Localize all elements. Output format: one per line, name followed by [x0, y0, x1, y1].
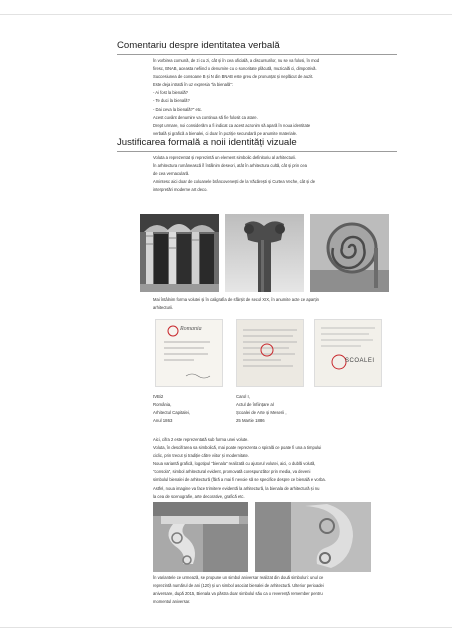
- section1-heading: Comentariu despre identitatea verbală: [117, 40, 280, 51]
- caption-line: Anul 1863: [153, 418, 173, 423]
- text-line: În arhitectura românească îl întâlnim deseori, atât în arhitectura cultă, cât și prin cea: [153, 163, 307, 169]
- section2-mid: [153, 296, 381, 312]
- text-line: Drept urmare, noi considerăm a fi indicat ca acest acronim să apară în noua identitate: [153, 122, 311, 128]
- text-line: interpretări moderne art deco.: [153, 187, 208, 193]
- text-line: de cea vernaculară.: [153, 171, 190, 177]
- caption-line: 25 Martie 1886: [236, 418, 265, 423]
- caption-right: [236, 393, 287, 425]
- text-line: Succesiunea de consoane B și N din BNAB este greu de pronunțat și neplăcut de auzit.: [153, 74, 314, 80]
- text-line: simbolul bienalei de arhitectură (fără a mai fi nevoie să se specifice despre ce bienală e vorba.: [153, 477, 326, 483]
- section2-intro: [153, 154, 381, 194]
- text-line: "consola", simbol arhitectural evident, promovată corespunzător prin media, va deveni: [153, 469, 311, 475]
- text-line: În variantele ce urmează, se propune un simbol aniversar realizat din două simboluri: unul ce: [153, 575, 324, 580]
- text-line: la cea de scenografie, arte decorative, grafică etc.: [153, 493, 245, 499]
- photo-volute-spiral: [310, 214, 389, 292]
- text-line: - Ai fost la bienală?: [153, 90, 188, 96]
- section2-heading: Justificarea formală a noii identități vizuale: [117, 137, 297, 148]
- caption-line: Actul de înființare al: [236, 402, 274, 407]
- text-line: - Te duci la bienală?: [153, 98, 190, 104]
- text-line: Noua variantă grafică, logotipul "bienala" realizată cu ajutorul volutei, aici, o dublă volută,: [153, 461, 316, 467]
- doc-stamp-text: SCOALEI: [345, 358, 375, 364]
- caption-line: Arhitectul Capitalei,: [153, 410, 191, 415]
- text-line: momentul aniversar.: [153, 599, 191, 605]
- section2-bottom: [153, 574, 381, 606]
- section2-after: [153, 436, 381, 501]
- text-line: Este deja intrată în uz expresia "la bienală":: [153, 82, 233, 88]
- text-line: verbală și grafică a bienalei, ci doar în poziție secundară pe anumite materiale.: [153, 130, 298, 136]
- section1-text: [153, 57, 381, 138]
- text-line: aniversare, după 2015, Bienala va păstra doar simbolul său ca o reverență remember pentru: [153, 591, 323, 597]
- photo-brancovenesc-arches: [140, 214, 219, 292]
- text-line: Voluta a reprezentat și reprezintă un element simbolic definitoriu al arhitecturii.: [153, 155, 297, 160]
- section1-rule: [117, 54, 397, 55]
- text-line: firesc, BNAB, aceasta nefiind o denumire cu o sonoritate plăcută, muzicală ci, dimpotrivă.: [153, 66, 317, 72]
- caption-line: Carol I,: [236, 394, 250, 399]
- photo-column-capital: [225, 214, 304, 292]
- text-line: - Dai ceva la bienală?" etc.: [153, 106, 203, 112]
- photo-document-1863: [155, 319, 223, 387]
- photo-document-stamp: [314, 319, 382, 387]
- text-line: Amintesc aici doar de coloanele brâncovenești de la Văcărești și Curtea Veche, cât și de: [153, 179, 316, 185]
- caption-line: tVBi2: [153, 394, 164, 399]
- photo-console-bracket: [255, 502, 371, 572]
- caption-left: [153, 393, 190, 425]
- bottom-edge: [0, 627, 452, 628]
- text-line: Mai întâlnim forma volutei și în caligrafia de sfârșit de secol XIX, în anumite acte ce aparțin: [153, 297, 319, 302]
- text-line: Acest cuvânt denumire va continua să fie folosit ca atare.: [153, 114, 258, 120]
- photo-double-volute-corbel: [153, 502, 248, 572]
- top-edge: [0, 14, 452, 15]
- text-line: În vorbirea comună, de zi cu zi, cât și în cea oficială, a discursurilor, nu se va folosi, în mod: [153, 58, 320, 63]
- caption-line: Școalei de Arte și Meserii ,: [236, 410, 287, 415]
- text-line: reprezintă numărul de ani (120) și un simbol asociat bienalei de arhitectură. Ulterior perioadei: [153, 583, 324, 589]
- section2-rule: [117, 151, 397, 152]
- text-line: Aici, cifra 2 este reprezentată sub forma unei volute.: [153, 437, 249, 442]
- text-line: arhitecturii.: [153, 305, 174, 311]
- doc-heading-text: Romania: [180, 326, 202, 332]
- text-line: ciclic, prin trecut și tradiție către viitor și modernitate.: [153, 453, 249, 459]
- caption-line: România,: [153, 402, 172, 407]
- text-line: Astfel, noua imagine va face trimitere evidentă la arhitectură, la bienala de arhitectură și nu: [153, 485, 320, 491]
- text-line: Voluta, în descifrarea sa simbolică, mai poate reprezenta o spirală ce poate fi una a timpului: [153, 445, 322, 451]
- photo-document-1886: [236, 319, 304, 387]
